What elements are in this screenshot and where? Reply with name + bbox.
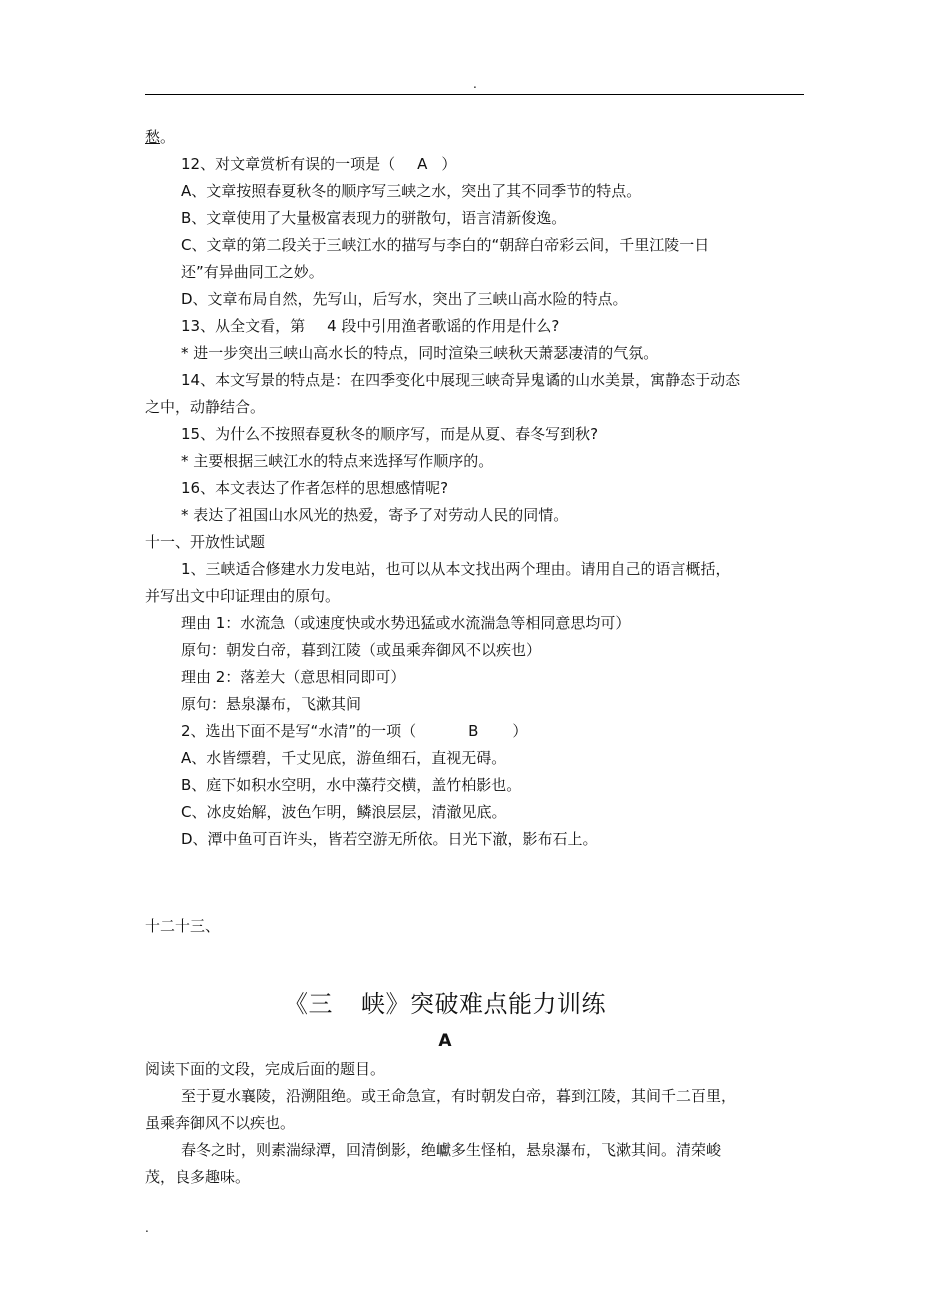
section-heading-12-13: 十二十三、 [145,917,221,935]
source-1: 原句：朝发白帝，暮到江陵（或虽乘奔御风不以疾也） [181,641,542,659]
question-text: 1、三峡适合修建水力发电站，也可以从本文找出两个理由。请用自己的语言概括，并写出文中印证理由的原句。 [145,560,731,605]
section-title [145,986,745,1022]
paren-close: ） [512,722,528,740]
title-part-left: 《三 [284,990,333,1018]
option-c [145,232,745,286]
question-15: 15、为什么不按照春夏秋冬的顺序写，而是从夏、春冬写到秋? [181,425,599,443]
open-question-1 [145,556,745,610]
section-heading-11: 十一、开放性试题 [145,533,266,551]
question-12 [145,151,745,178]
open-question-2 [145,718,745,745]
answer-15: * 主要根据三峡江水的特点来选择写作顺序的。 [181,452,494,470]
passage-text: 至于夏水襄陵，沿溯阻绝。或王命急宣，有时朝发白帝，暮到江陵，其间千二百里，虽乘奔御风不以疾也。 [145,1087,737,1132]
answer-letter: B [468,722,479,740]
option-b: B、庭下如积水空明，水中藻荇交横，盖竹柏影也。 [181,776,522,794]
header-rule [145,94,804,95]
question-13 [145,313,745,340]
passage-paragraph-2 [145,1137,745,1191]
text-line [145,124,745,151]
source-2: 原句：悬泉瀑布，飞漱其间 [181,695,362,713]
option-c-text: C、文章的第二段关于三峡江水的描写与李白的“朝辞白帝彩云间，千里江陵一日还”有异曲同工之妙。 [181,236,710,281]
title-part-right: 峡》突破难点能力训练 [361,990,606,1018]
option-a: A、水皆缥碧，千丈见底，游鱼细石，直视无碍。 [181,749,507,767]
answer-16: * 表达了祖国山水风光的热爱，寄予了对劳动人民的同情。 [181,506,569,524]
footer-dot: . [145,1221,149,1235]
reason-2: 理由 2：落差大（意思相同即可） [181,668,406,686]
answer-letter: A [417,155,428,173]
reading-instruction: 阅读下面的文段，完成后面的题目。 [145,1060,386,1078]
option-d: D、文章布局自然，先写山，后写水，突出了三峡山高水险的特点。 [181,290,628,308]
question-16: 16、本文表达了作者怎样的思想感情呢? [181,479,449,497]
question-text: 12、对文章赏析有误的一项是（ [181,155,396,173]
question-14 [145,367,745,421]
reason-1: 理由 1：水流急（或速度快或水势迅猛或水流湍急等相同意思均可） [181,614,631,632]
answer-13: * 进一步突出三峡山高水长的特点，同时渲染三峡秋天萧瑟凄清的气氛。 [181,344,659,362]
paren-close: ） [441,155,457,173]
option-c: C、冰皮始解，波色乍明，鳞浪层层，清澈见底。 [181,803,507,821]
option-a: A、文章按照春夏秋冬的顺序写三峡之水，突出了其不同季节的特点。 [181,182,642,200]
punct: 。 [160,128,176,146]
question-text: 2、选出下面不是写“水清”的一项（ [181,722,417,740]
header-dot: . [473,77,477,91]
question-text: 13、从全文看，第 [181,317,306,335]
option-b: B、文章使用了大量极富表现力的骈散句，语言清新俊逸。 [181,209,567,227]
question-text: 14、本文写景的特点是：在四季变化中展现三峡奇异鬼谲的山水美景，寓静态于动态之中，动静结合。 [145,371,741,416]
question-text-tail: 4 段中引用渔者歌谣的作用是什么? [327,317,560,335]
option-d: D、潭中鱼可百许头，皆若空游无所依。日光下澈，影布石上。 [181,830,598,848]
passage-text: 春冬之时，则素湍绿潭，回清倒影，绝巘多生怪柏，悬泉瀑布，飞漱其间。清荣峻茂，良多趣味。 [145,1141,722,1186]
underlined-char: 愁 [145,128,161,146]
section-subtitle: A [438,1031,452,1051]
document-body [145,124,745,1191]
passage-paragraph-1 [145,1083,745,1137]
